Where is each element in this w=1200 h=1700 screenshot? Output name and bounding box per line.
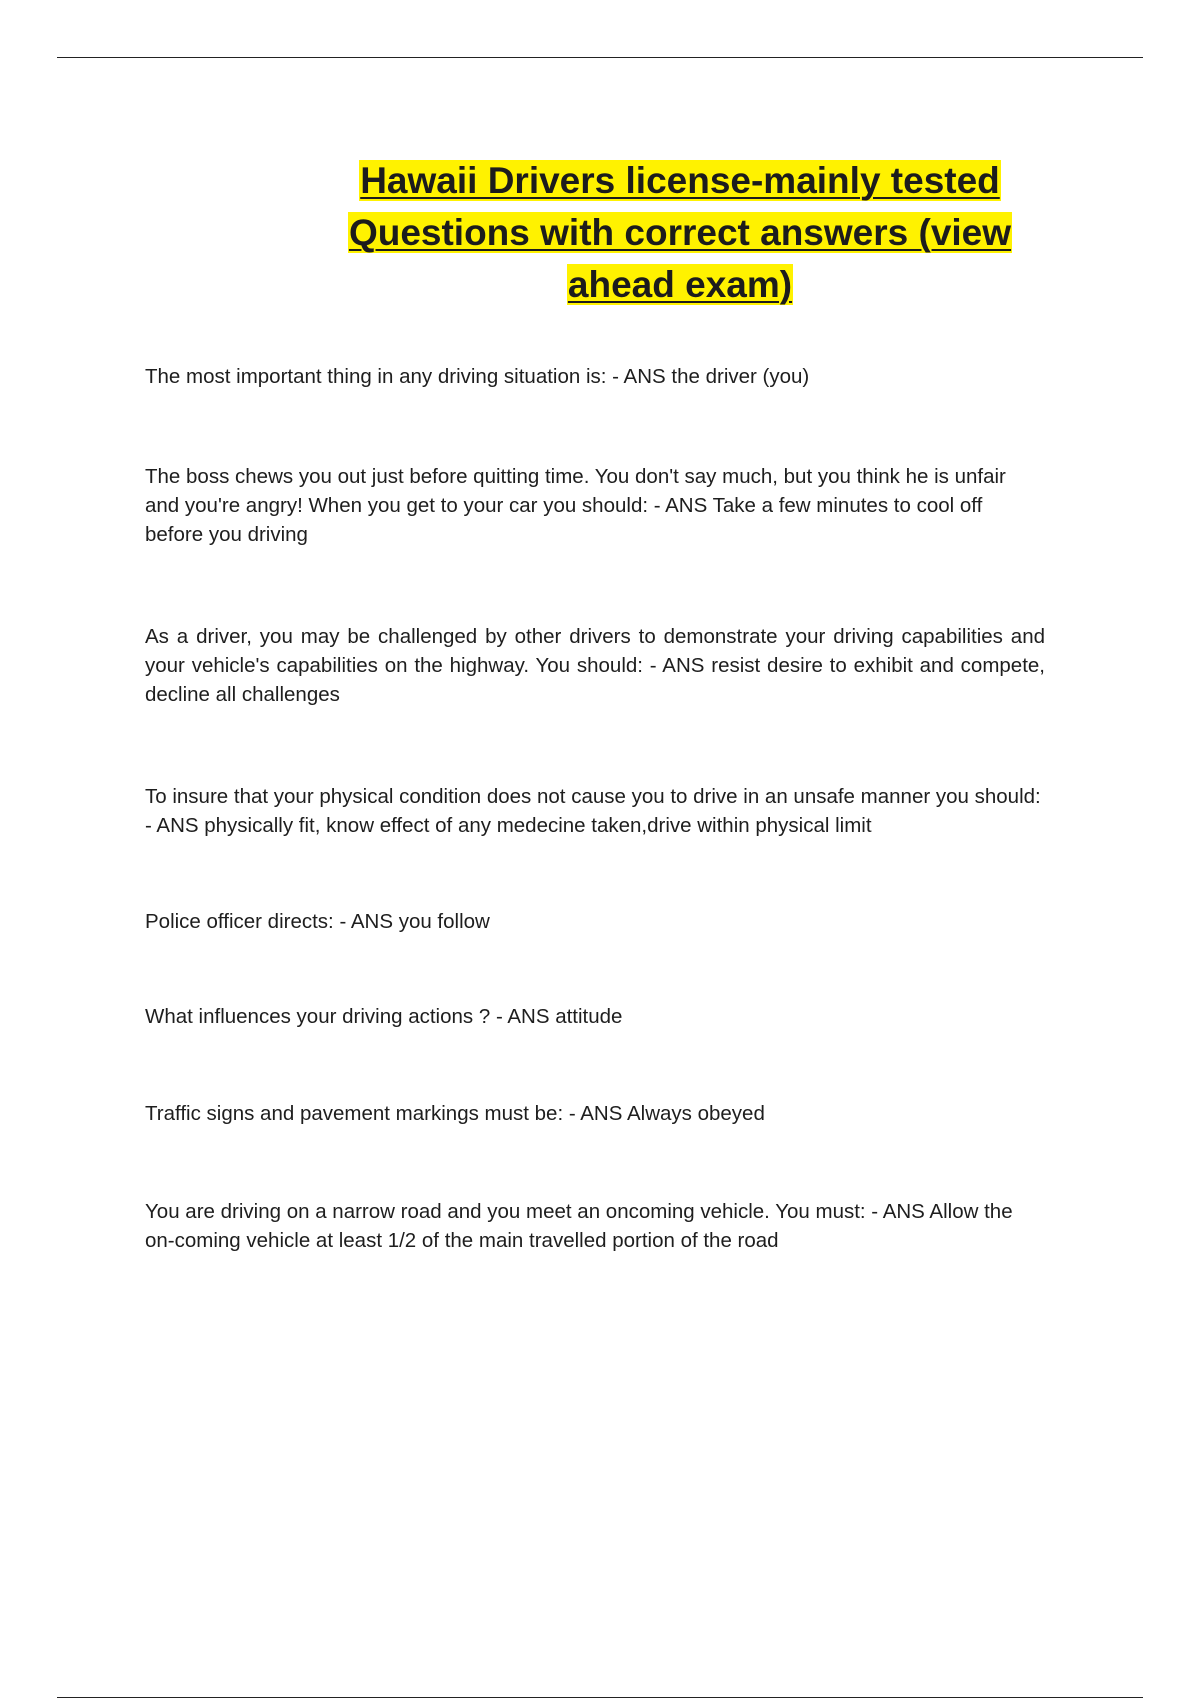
- footer-rule: [57, 1697, 1143, 1698]
- qa-item-3: As a driver, you may be challenged by other drivers to demonstrate your driving capabilities and your vehicle's capabilities on the highway. You should: - ANS resist desire to exhibit and compete, decline all challenges: [145, 625, 1045, 706]
- qa-item-7: Traffic signs and pavement markings must be: - ANS Always obeyed: [145, 1102, 765, 1125]
- qa-item-5: Police officer directs: - ANS you follow: [145, 910, 490, 933]
- qa-item-8: You are driving on a narrow road and you meet an oncoming vehicle. You must: - ANS Allow the on-coming vehicle at least 1/2 of the main travelled portion of the road: [145, 1200, 1013, 1252]
- title-block: [300, 155, 1060, 311]
- header-rule: [57, 57, 1143, 58]
- qa-item-4: To insure that your physical condition does not cause you to drive in an unsafe manner you should: - ANS physically fit, know effect of any medecine taken,drive within physical limit: [145, 785, 1041, 837]
- qa-item-2: The boss chews you out just before quitting time. You don't say much, but you think he is unfair and you're angry! When you get to your car you should: - ANS Take a few minutes to cool off before you driving: [145, 465, 1006, 546]
- title-highlight: Hawaii Drivers license-mainly tested Questions with correct answers (view ahead exam): [348, 160, 1012, 305]
- qa-item-1: The most important thing in any driving situation is: - ANS the driver (you): [145, 365, 810, 388]
- page-title: [300, 155, 1060, 311]
- qa-item-6: What influences your driving actions ? - ANS attitude: [145, 1005, 623, 1028]
